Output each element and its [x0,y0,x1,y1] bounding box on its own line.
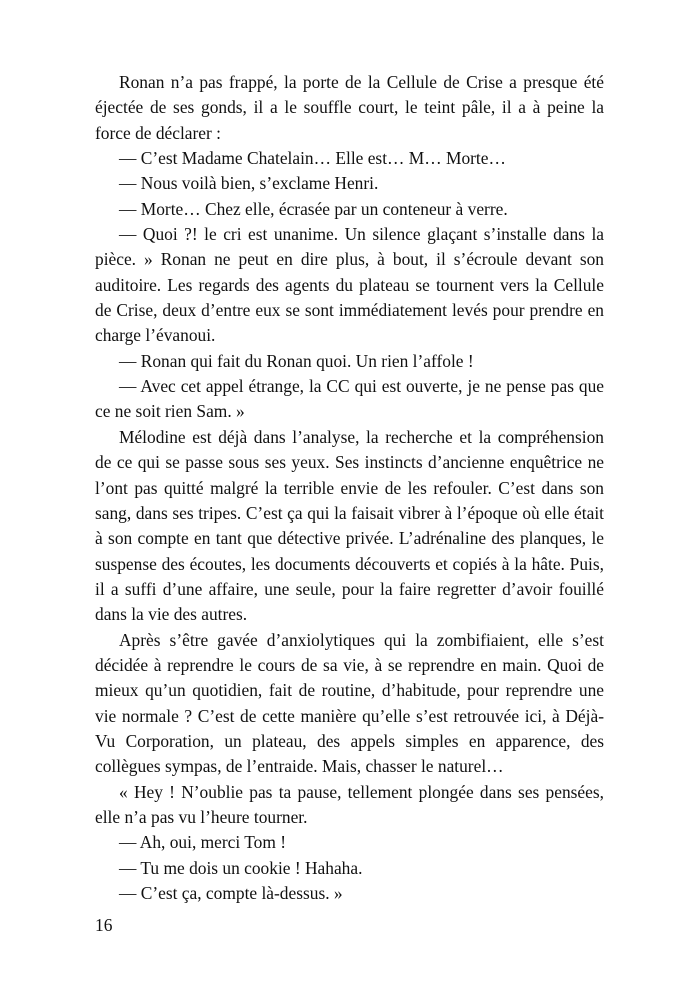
paragraph: — C’est ça, compte là-dessus. » [119,883,343,903]
paragraph: — Ronan qui fait du Ronan quoi. Un rien l’affole ! [119,350,474,371]
paragraph: Mélodine est déjà dans l’analyse, la recherche et la compréhension de ce qui se passe sous ses yeux. Ses instincts d’ancienne enquêtrice ne l’ont pas quitté malgré la terrible envie de les refouler. C’est dans son sang, dans ses tripes. C’est ça qui la faisait vibrer à l’époque où elle était à son compte en tant que détective privée. L’adrénaline des planques, le suspense des écoutes, les documents découverts et copiés à la hâte. Puis, il a suffi d’une affaire, une seule, pour la faire regretter d’avoir fouillé dans la vie des autres. [95,426,604,625]
paragraph: — Morte… Chez elle, écrasée par un conteneur à verre. [119,198,508,219]
paragraph: — Quoi ?! le cri est unanime. Un silence glaçant s’installe dans la pièce. » Ronan ne peut en dire plus, à bout, il s’écroule devant son auditoire. Les regards des agents du plateau se tournent vers la Cellule de Crise, deux d’entre eux se sont immédiatement levés pour prendre en charge l’évanoui. [95,224,604,346]
paragraph: — Avec cet appel étrange, la CC qui est ouverte, je ne pense pas que ce ne soit rien Sam. » [95,376,604,422]
paragraph: — C’est Madame Chatelain… Elle est… M… Morte… [119,148,506,169]
paragraph: — Ah, oui, merci Tom ! [119,832,287,853]
paragraph: Après s’être gavée d’anxiolytiques qui la zombifiaient, elle s’est décidée à reprendre le cours de sa vie, à se reprendre en main. Quoi de mieux qu’un quotidien, fait de routine, d’habitude, pour reprendre une vie normale ? C’est de cette manière qu’elle s’est retrouvée ici, à Déjà-Vu Corporation, un plateau, des appels simples en apparence, des collègues sympas, de l’entraide. Mais, chasser le naturel… [95,629,604,777]
body-text [95,70,604,906]
paragraph: Ronan n’a pas frappé, la porte de la Cellule de Crise a presque été éjectée de ses gonds, il a le souffle court, le teint pâle, il a à peine la force de déclarer : [95,72,604,143]
paragraph: — Tu me dois un cookie ! Hahaha. [119,857,363,878]
paragraph: — Nous voilà bien, s’exclame Henri. [119,173,379,194]
page-number: 16 [95,915,113,935]
paragraph: « Hey ! N’oublie pas ta pause, tellement plongée dans ses pensées, elle n’a pas vu l’heure tourner. [95,781,604,827]
